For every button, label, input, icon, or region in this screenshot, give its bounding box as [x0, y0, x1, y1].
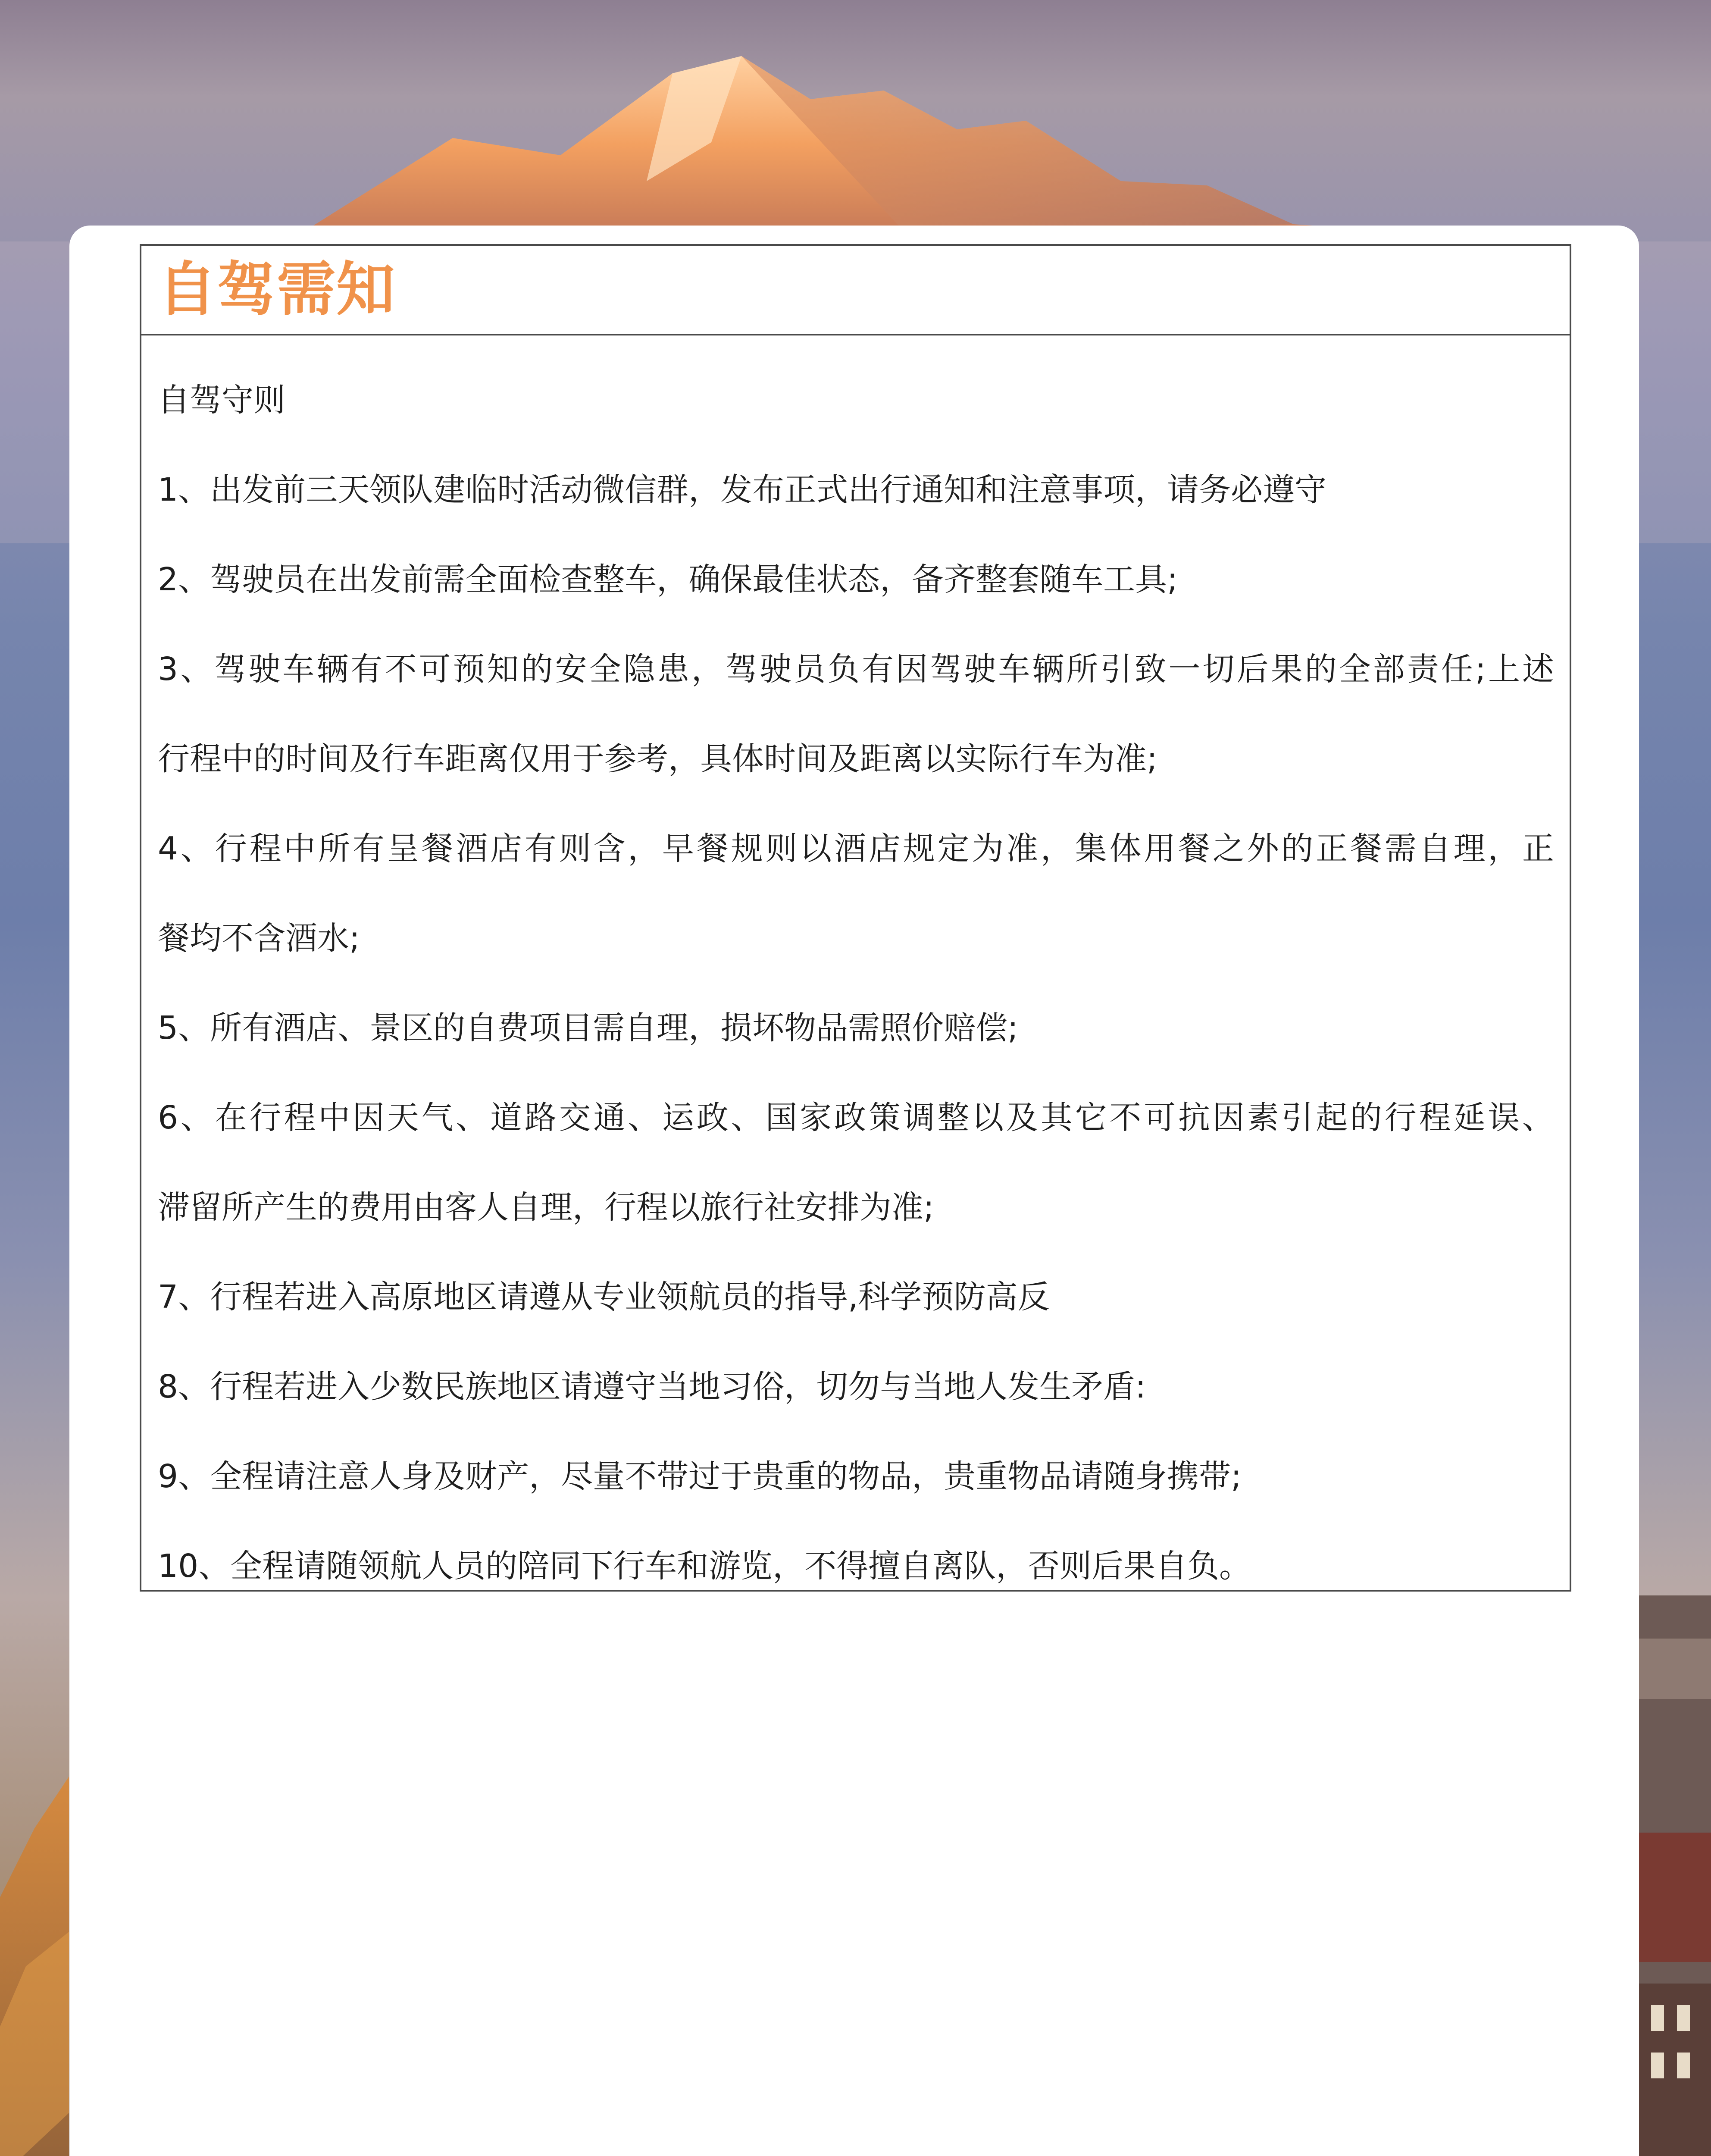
- rule-item-4-line-1: 4、行程中所有呈餐酒店有则含，早餐规则以酒店规定为准，集体用餐之外的正餐需自理，正: [158, 830, 1554, 867]
- rule-item-3-line-1: 3、驾驶车辆有不可预知的安全隐患，驾驶员负有因驾驶车辆所引致一切后果的全部责任;上述: [158, 651, 1554, 688]
- section-heading: 自驾守则: [158, 382, 285, 419]
- rule-item-6-line-2: 滞留所产生的费用由客人自理，行程以旅行社安排为准;: [158, 1189, 934, 1226]
- rule-item-7: 7、行程若进入高原地区请遵从专业领航员的指导,科学预防高反: [158, 1279, 1050, 1316]
- rule-item-1: 1、出发前三天领队建临时活动微信群，发布正式出行通知和注意事项，请务必遵守: [158, 471, 1327, 508]
- rule-item-4-line-2: 餐均不含酒水;: [158, 920, 360, 957]
- rule-item-6-line-1: 6、在行程中因天气、道路交通、运政、国家政策调整以及其它不可抗因素引起的行程延误、: [158, 1099, 1554, 1136]
- rule-item-3-line-2: 行程中的时间及行车距离仅用于参考，具体时间及距离以实际行车为准;: [158, 740, 1157, 777]
- rule-item-9: 9、全程请注意人身及财产，尽量不带过于贵重的物品，贵重物品请随身携带;: [158, 1458, 1242, 1495]
- notice-box: [140, 244, 1571, 1592]
- page-title: 自驾需知: [158, 256, 396, 324]
- notice-header: [141, 246, 1570, 335]
- rule-item-10: 10、全程请随领航人员的陪同下行车和游览，不得擅自离队，否则后果自负。: [158, 1548, 1251, 1585]
- rule-item-5: 5、所有酒店、景区的自费项目需自理，损坏物品需照价赔偿;: [158, 1009, 1019, 1047]
- rule-item-8: 8、行程若进入少数民族地区请遵守当地习俗，切勿与当地人发生矛盾:: [158, 1368, 1146, 1405]
- rule-item-2: 2、驾驶员在出发前需全面检查整车，确保最佳状态，备齐整套随车工具;: [158, 561, 1178, 598]
- notice-body: [141, 335, 1570, 1611]
